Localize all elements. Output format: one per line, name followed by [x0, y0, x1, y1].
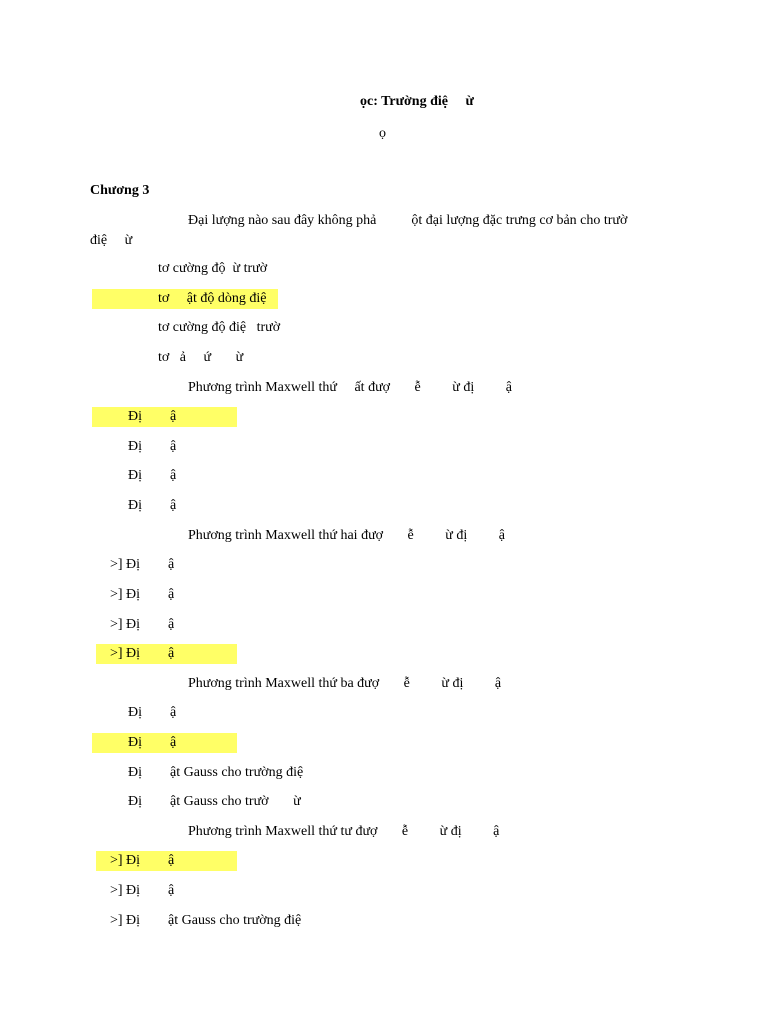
question-2-option-2: Đị ậ: [128, 439, 177, 454]
question-3-option-3: >] Đị ậ: [110, 617, 175, 632]
question-3-option-1: >] Đị ậ: [110, 557, 175, 572]
question-1-prompt-cont: điệ ừ: [90, 233, 133, 248]
question-3-option-4-correct: >] Đị ậ: [110, 646, 175, 661]
chapter-heading: Chương 3: [90, 183, 150, 198]
question-2-option-4: Đị ậ: [128, 498, 177, 513]
document-title: ọc: Trường điệ ừ: [360, 94, 474, 109]
question-2-prompt: Phương trình Maxwell thứ ất đượ ễ ừ đị ậ: [188, 380, 512, 395]
question-4-option-2-correct: Đị ậ: [128, 735, 177, 750]
question-3-prompt: Phương trình Maxwell thứ hai đượ ễ ừ đị ậ: [188, 528, 505, 543]
question-2-option-1-correct: Đị ậ: [128, 409, 177, 424]
question-4-option-3: Đị ật Gauss cho trường điệ: [128, 765, 304, 780]
question-3-option-2: >] Đị ậ: [110, 587, 175, 602]
question-5-option-1-correct: >] Đị ậ: [110, 853, 175, 868]
question-5-option-2: >] Đị ậ: [110, 883, 175, 898]
question-1-option-2-correct: tơ ật độ dòng điệ: [158, 291, 267, 306]
question-4-option-1: Đị ậ: [128, 705, 177, 720]
question-1-option-1: tơ cường độ ừ trườ: [158, 261, 268, 276]
question-5-option-3: >] Đị ật Gauss cho trường điệ: [110, 913, 302, 928]
question-5-prompt: Phương trình Maxwell thứ tư đượ ễ ừ đị ậ: [188, 824, 500, 839]
question-1-option-3: tơ cường độ điệ trườ: [158, 320, 281, 335]
question-1-prompt: Đại lượng nào sau đây không phả ột đại lượng đặc trưng cơ bản cho trườ: [188, 213, 628, 228]
question-4-prompt: Phương trình Maxwell thứ ba đượ ễ ừ đị ậ: [188, 676, 502, 691]
question-1-option-4: tơ ả ứ ừ: [158, 350, 244, 365]
document-subtitle: ọ: [379, 126, 386, 141]
question-2-option-3: Đị ậ: [128, 468, 177, 483]
question-4-option-4: Đị ật Gauss cho trườ ừ: [128, 794, 301, 809]
